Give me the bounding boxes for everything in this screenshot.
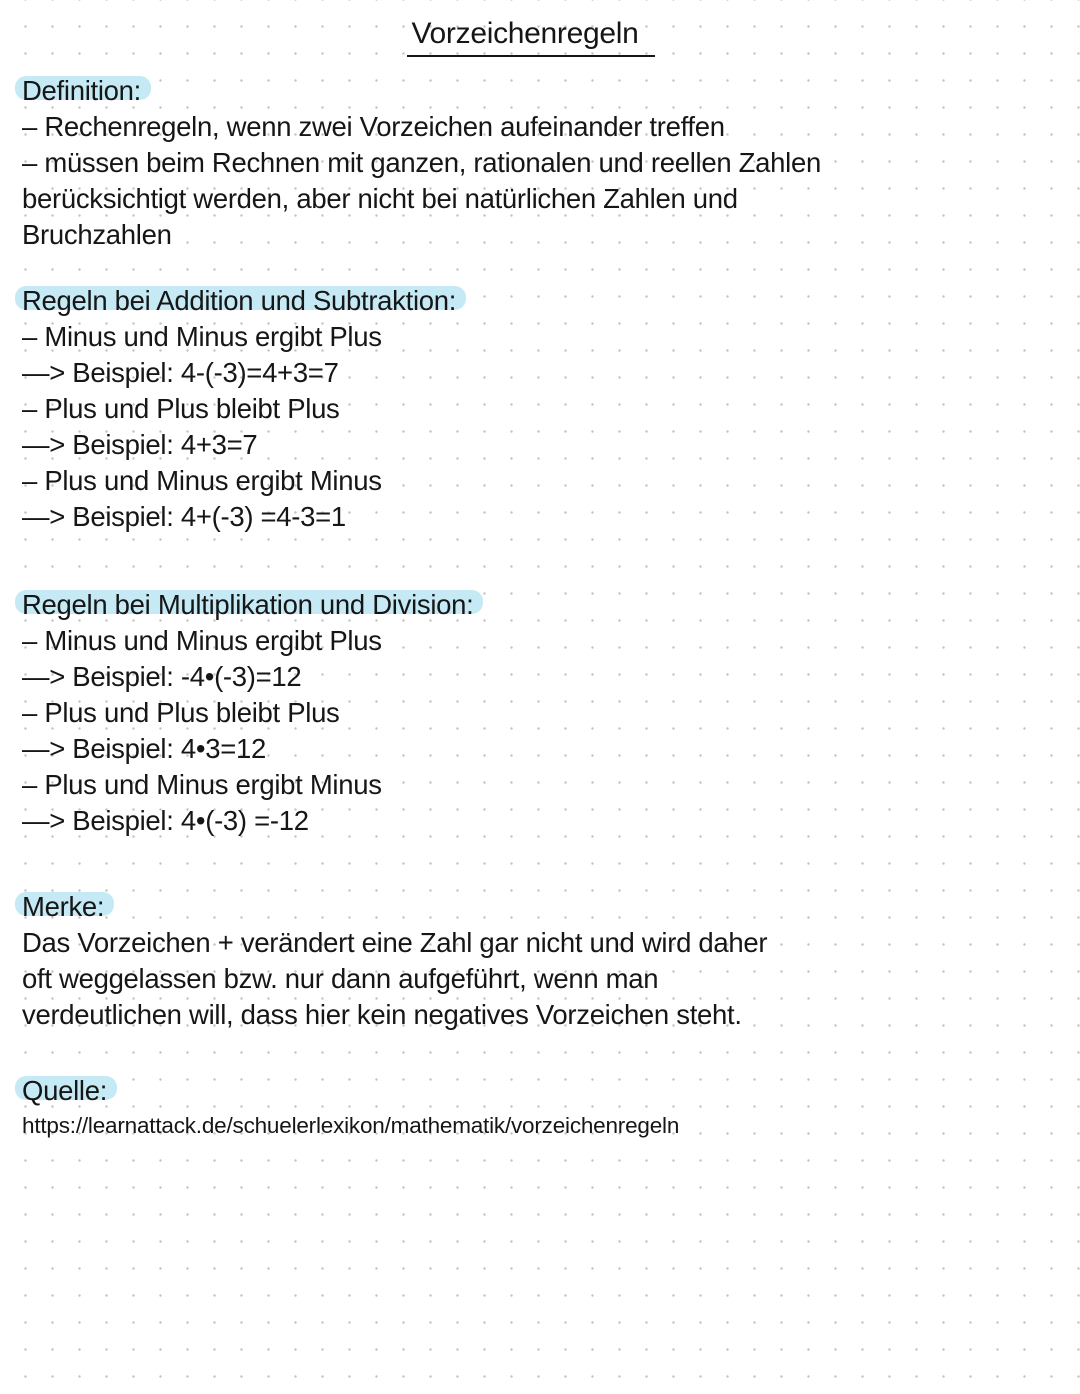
section-merke: [22, 889, 1040, 1033]
example-line: —> Beispiel: -4•(-3)=12: [22, 661, 302, 692]
highlighted-heading: Quelle:: [22, 1075, 108, 1106]
text-line: verdeutlichen will, dass hier kein negatives Vorzeichen steht.: [22, 999, 742, 1030]
text-line: berücksichtigt werden, aber nicht bei natürlichen Zahlen und: [22, 183, 738, 214]
section-definition: [22, 73, 1040, 253]
example-line: —> Beispiel: 4•(-3) =-12: [22, 805, 309, 836]
example-line: —> Beispiel: 4+(-3) =4-3=1: [22, 501, 346, 532]
source-url: https://learnattack.de/schuelerlexikon/mathematik/vorzeichenregeln: [22, 1113, 680, 1138]
text-line: Das Vorzeichen + verändert eine Zahl gar nicht und wird daher: [22, 927, 768, 958]
example-line: —> Beispiel: 4•3=12: [22, 733, 266, 764]
section-heading: [22, 587, 1040, 623]
text-line: oft weggelassen bzw. nur dann aufgeführt, wenn man: [22, 963, 659, 994]
section-quelle: [22, 1073, 1040, 1143]
rule-line: – Plus und Minus ergibt Minus: [22, 769, 382, 800]
example-line: —> Beispiel: 4-(-3)=4+3=7: [22, 357, 339, 388]
highlighted-heading: Definition:: [22, 75, 141, 106]
text-line: Bruchzahlen: [22, 219, 172, 250]
rule-line: – Plus und Minus ergibt Minus: [22, 465, 382, 496]
section-heading: [22, 73, 1040, 109]
section-heading: [22, 283, 1040, 319]
section-heading: [22, 1073, 1040, 1109]
rule-line: – Plus und Plus bleibt Plus: [22, 697, 340, 728]
section-heading: [22, 889, 1040, 925]
example-line: —> Beispiel: 4+3=7: [22, 429, 258, 460]
rule-line: – Plus und Plus bleibt Plus: [22, 393, 340, 424]
highlighted-heading: Merke:: [22, 891, 105, 922]
highlighted-heading: Regeln bei Addition und Subtraktion:: [22, 285, 457, 316]
text-line: – Rechenregeln, wenn zwei Vorzeichen aufeinander treffen: [22, 111, 725, 142]
page-title: Vorzeichenregeln: [407, 14, 654, 57]
highlighted-heading: Regeln bei Multiplikation und Division:: [22, 589, 474, 620]
title-row: [22, 14, 1040, 57]
section-addition-subtraction: [22, 283, 1040, 535]
section-multiplication-division: [22, 587, 1040, 839]
text-line: – müssen beim Rechnen mit ganzen, rationalen und reellen Zahlen: [22, 147, 821, 178]
rule-line: – Minus und Minus ergibt Plus: [22, 321, 382, 352]
rule-line: – Minus und Minus ergibt Plus: [22, 625, 382, 656]
